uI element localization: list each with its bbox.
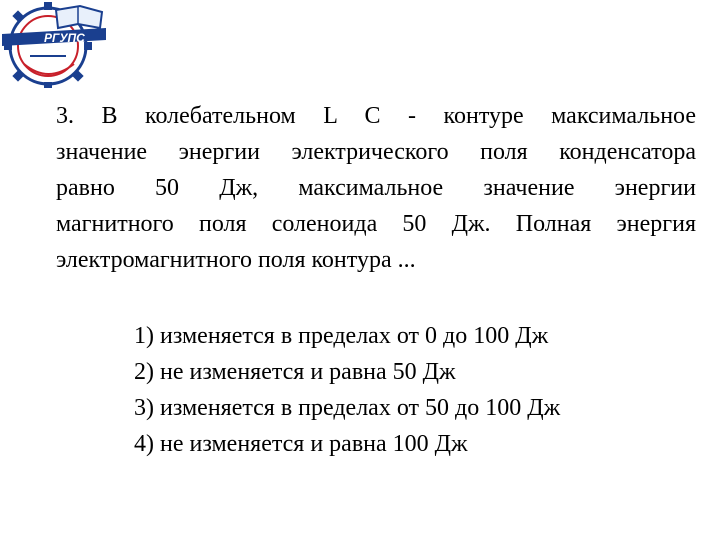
answer-option-4[interactable]: 4) не изменяется и равна 100 Дж bbox=[134, 431, 468, 457]
question-text bbox=[56, 98, 696, 278]
svg-text:РГУПС: РГУПС bbox=[44, 31, 85, 45]
answer-option-3[interactable]: 3) изменяется в пределах от 50 до 100 Дж bbox=[134, 395, 561, 421]
answer-option-2[interactable]: 2) не изменяется и равна 50 Дж bbox=[134, 359, 456, 385]
question-line: 3. В колебательном L C - контуре максимальное bbox=[56, 103, 696, 129]
rgups-logo-icon bbox=[0, 0, 108, 88]
university-logo bbox=[0, 0, 108, 88]
question-line: электромагнитного поля контура ... bbox=[56, 247, 416, 273]
answer-option-1[interactable]: 1) изменяется в пределах от 0 до 100 Дж bbox=[134, 323, 549, 349]
question-line: магнитного поля соленоида 50 Дж. Полная энергия bbox=[56, 211, 696, 237]
answer-options bbox=[134, 318, 560, 462]
question-line: равно 50 Дж, максимальное значение энергии bbox=[56, 175, 696, 201]
question-line: значение энергии электрического поля конденсатора bbox=[56, 139, 696, 165]
